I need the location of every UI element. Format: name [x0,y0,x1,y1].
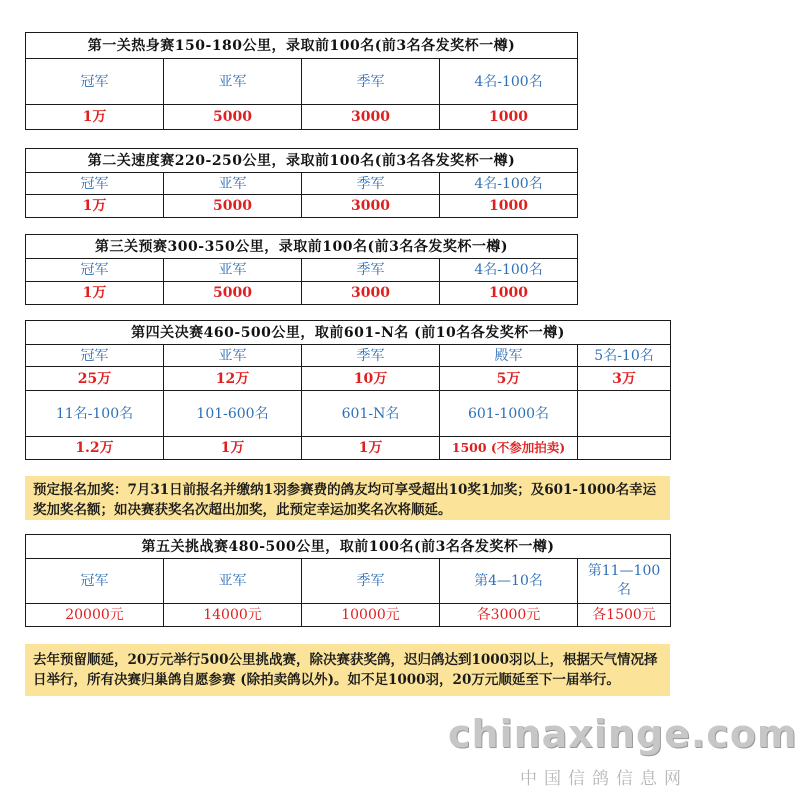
stage4-prize-7: 1万 [164,437,302,460]
stage4-table [25,320,671,460]
stage4-rank-9: 601-1000名 [440,391,578,437]
site-watermark-cn: 中国信鸽信息网 [520,769,688,789]
stage1-table [25,32,578,130]
stage3-prize-2: 5000 [164,282,302,305]
stage4-rank-8: 601-N名 [302,391,440,437]
stage3-prize-4: 1000 [440,282,578,305]
stage4-prize-8: 1万 [302,437,440,460]
stage4-rank-6: 11名-100名 [26,391,164,437]
stage4-rank-1: 冠军 [26,345,164,367]
stage1-rank-2: 亚军 [164,59,302,105]
stage4-rank-5: 5名-10名 [578,345,671,367]
stage3-table [25,234,578,305]
stage2-rank-3: 季军 [302,173,440,195]
stage4-rank-4: 殿军 [440,345,578,367]
stage2-rank-2: 亚军 [164,173,302,195]
stage3-rank-4: 4名-100名 [440,259,578,282]
stage1-prize-4: 1000 [440,105,578,130]
stage1-rank-1: 冠军 [26,59,164,105]
stage1-prize-2: 5000 [164,105,302,130]
stage1-prize-3: 3000 [302,105,440,130]
stage2-title: 第二关速度赛220-250公里，录取前100名(前3名各发奖杯一樽) [26,149,578,173]
stage2-prize-3: 3000 [302,195,440,218]
site-watermark: chinaxinge.com [448,712,798,756]
stage5-prize-3: 10000元 [302,604,440,627]
stage5-rank-5: 第11—100名 [578,559,671,604]
stage4-rank-2: 亚军 [164,345,302,367]
stage3-prize-3: 3000 [302,282,440,305]
stage5-title: 第五关挑战赛480-500公里，取前100名(前3名各发奖杯一樽) [26,535,671,559]
stage2-prize-2: 5000 [164,195,302,218]
stage5-rank-2: 亚军 [164,559,302,604]
stage3-prize-1: 1万 [26,282,164,305]
stage4-rank-7: 101-600名 [164,391,302,437]
stage4-empty-cell [578,391,671,437]
stage5-rank-4: 第4—10名 [440,559,578,604]
stage2-rank-4: 4名-100名 [440,173,578,195]
stage3-rank-3: 季军 [302,259,440,282]
stage3-rank-1: 冠军 [26,259,164,282]
stage4-prize-4: 5万 [440,367,578,391]
stage5-prize-2: 14000元 [164,604,302,627]
stage4-prize-9: 1500 (不参加拍卖) [440,437,578,460]
stage4-title: 第四关决赛460-500公里，取前601-N名 (前10名各发奖杯一樽) [26,321,671,345]
stage4-prize-2: 12万 [164,367,302,391]
pre-registration-note: 预定报名加奖：7月31日前报名并缴纳1羽参赛费的鸽友均可享受超出10奖1加奖；及601-1000名幸运奖加奖名额；如决赛获奖名次超出加奖，此预定幸运加奖名次将顺延。 [25,476,670,520]
stage4-empty-cell-2 [578,437,671,460]
stage2-table [25,148,578,218]
stage5-prize-4: 各3000元 [440,604,578,627]
stage1-title: 第一关热身赛150-180公里，录取前100名(前3名各发奖杯一樽) [26,33,578,59]
stage5-prize-5: 各1500元 [578,604,671,627]
stage2-prize-1: 1万 [26,195,164,218]
stage1-rank-3: 季军 [302,59,440,105]
stage4-rank-3: 季军 [302,345,440,367]
stage1-rank-4: 4名-100名 [440,59,578,105]
stage4-prize-3: 10万 [302,367,440,391]
stage5-prize-1: 20000元 [26,604,164,627]
stage4-prize-6: 1.2万 [26,437,164,460]
stage2-prize-4: 1000 [440,195,578,218]
challenge-race-note: 去年预留顺延，20万元举行500公里挑战赛，除决赛获奖鸽，迟归鸽达到1000羽以上，根据天气情况择日举行，所有决赛归巢鸽自愿参赛 (除拍卖鸽以外)。如不足1000羽，20万元顺延至下一届举行。 [25,644,670,696]
stage4-prize-1: 25万 [26,367,164,391]
stage4-prize-5: 3万 [578,367,671,391]
stage5-table [25,534,671,627]
stage5-rank-3: 季军 [302,559,440,604]
stage3-rank-2: 亚军 [164,259,302,282]
stage2-rank-1: 冠军 [26,173,164,195]
stage1-prize-1: 1万 [26,105,164,130]
stage3-title: 第三关预赛300-350公里，录取前100名(前3名各发奖杯一樽) [26,235,578,259]
stage5-rank-1: 冠军 [26,559,164,604]
